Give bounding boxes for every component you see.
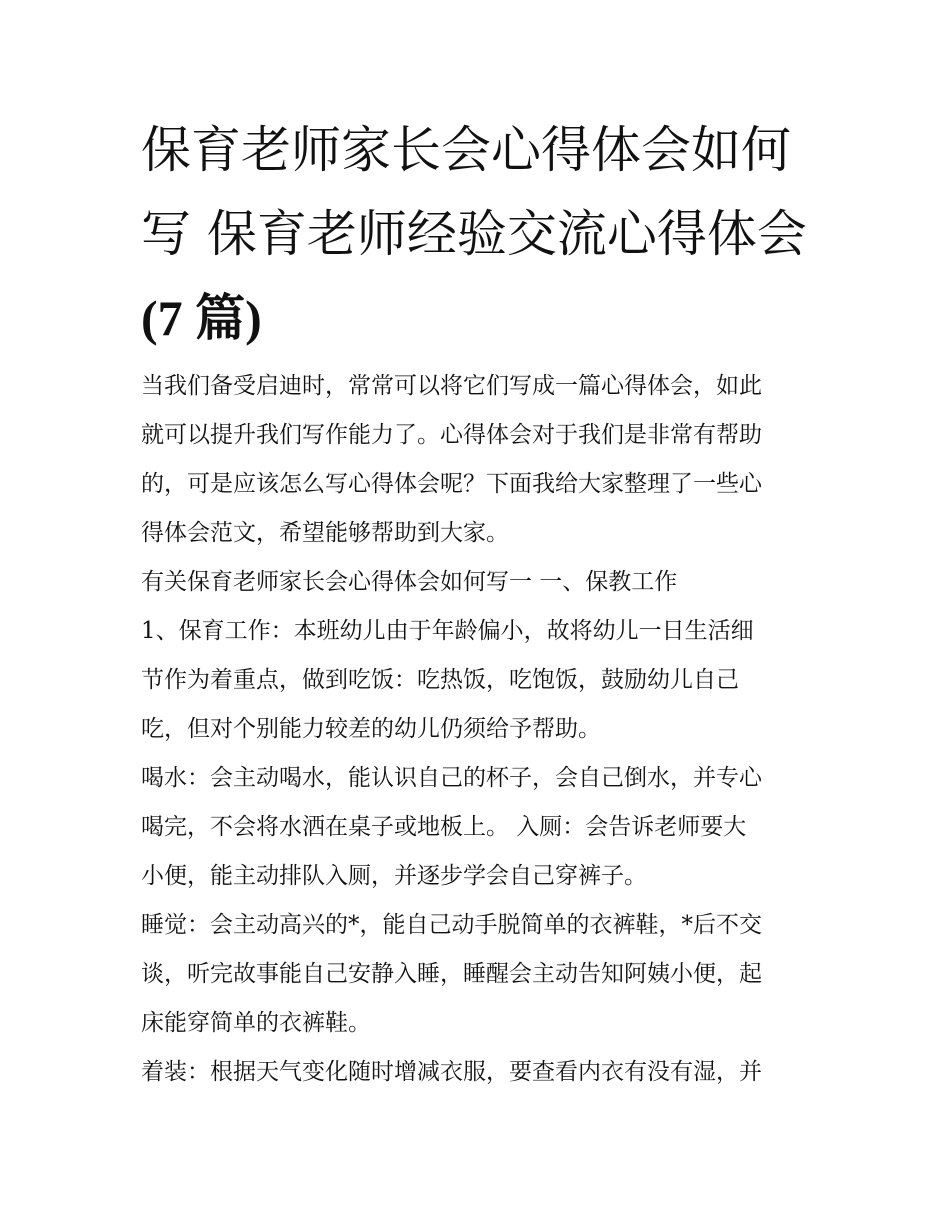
paragraph-line: 1、保育工作：本班幼儿由于年龄偏小，故将幼儿一日生活细 [141, 618, 754, 644]
drinking-paragraph [141, 754, 821, 901]
care-work-paragraph [141, 607, 821, 754]
document-title [141, 108, 821, 360]
paragraph-line: 床能穿简单的衣裤鞋。 [141, 1010, 371, 1036]
title-line-3: (7 篇) [141, 290, 262, 346]
paragraph-line: 节作为着重点，做到吃饭：吃热饭，吃饱饭，鼓励幼儿自己 [141, 667, 739, 693]
paragraph-line: 得体会范文，希望能够帮助到大家。 [141, 520, 509, 546]
document-page [141, 108, 821, 1097]
title-line-1: 保育老师家长会心得体会如何 [141, 121, 791, 179]
paragraph-line: 小便，能主动排队入厕，并逐步学会自己穿裤子。 [141, 863, 647, 889]
paragraph-line: 的，可是应该怎么写心得体会呢？下面我给大家整理了一些心 [141, 471, 762, 497]
paragraph-line: 吃，但对个别能力较差的幼儿仍须给予帮助。 [141, 716, 601, 742]
paragraph-line: 喝水：会主动喝水，能认识自己的杯子，会自己倒水，并专心 [141, 765, 762, 791]
paragraph-line: 有关保育老师家长会心得体会如何写一 一、保教工作 [141, 569, 678, 595]
dressing-paragraph [141, 1048, 821, 1097]
paragraph-line: 就可以提升我们写作能力了。心得体会对于我们是非常有帮助 [141, 422, 762, 448]
document-body [141, 362, 821, 1097]
sleeping-paragraph [141, 901, 821, 1048]
paragraph-line: 喝完，不会将水洒在桌子或地板上。 入厕：会告诉老师要大 [141, 814, 747, 840]
paragraph-line: 当我们备受启迪时，常常可以将它们写成一篇心得体会，如此 [141, 373, 762, 399]
title-line-2: 写 保育老师经验交流心得体会 [141, 205, 807, 263]
section-heading-paragraph [141, 558, 821, 607]
paragraph-line: 谈，听完故事能自己安静入睡，睡醒会主动告知阿姨小便，起 [141, 961, 762, 987]
intro-paragraph [141, 362, 821, 558]
paragraph-line: 睡觉：会主动高兴的*，能自己动手脱简单的衣裤鞋，*后不交 [141, 912, 762, 938]
paragraph-line: 着装：根据天气变化随时增减衣服，要查看内衣有没有湿，并 [141, 1059, 762, 1085]
